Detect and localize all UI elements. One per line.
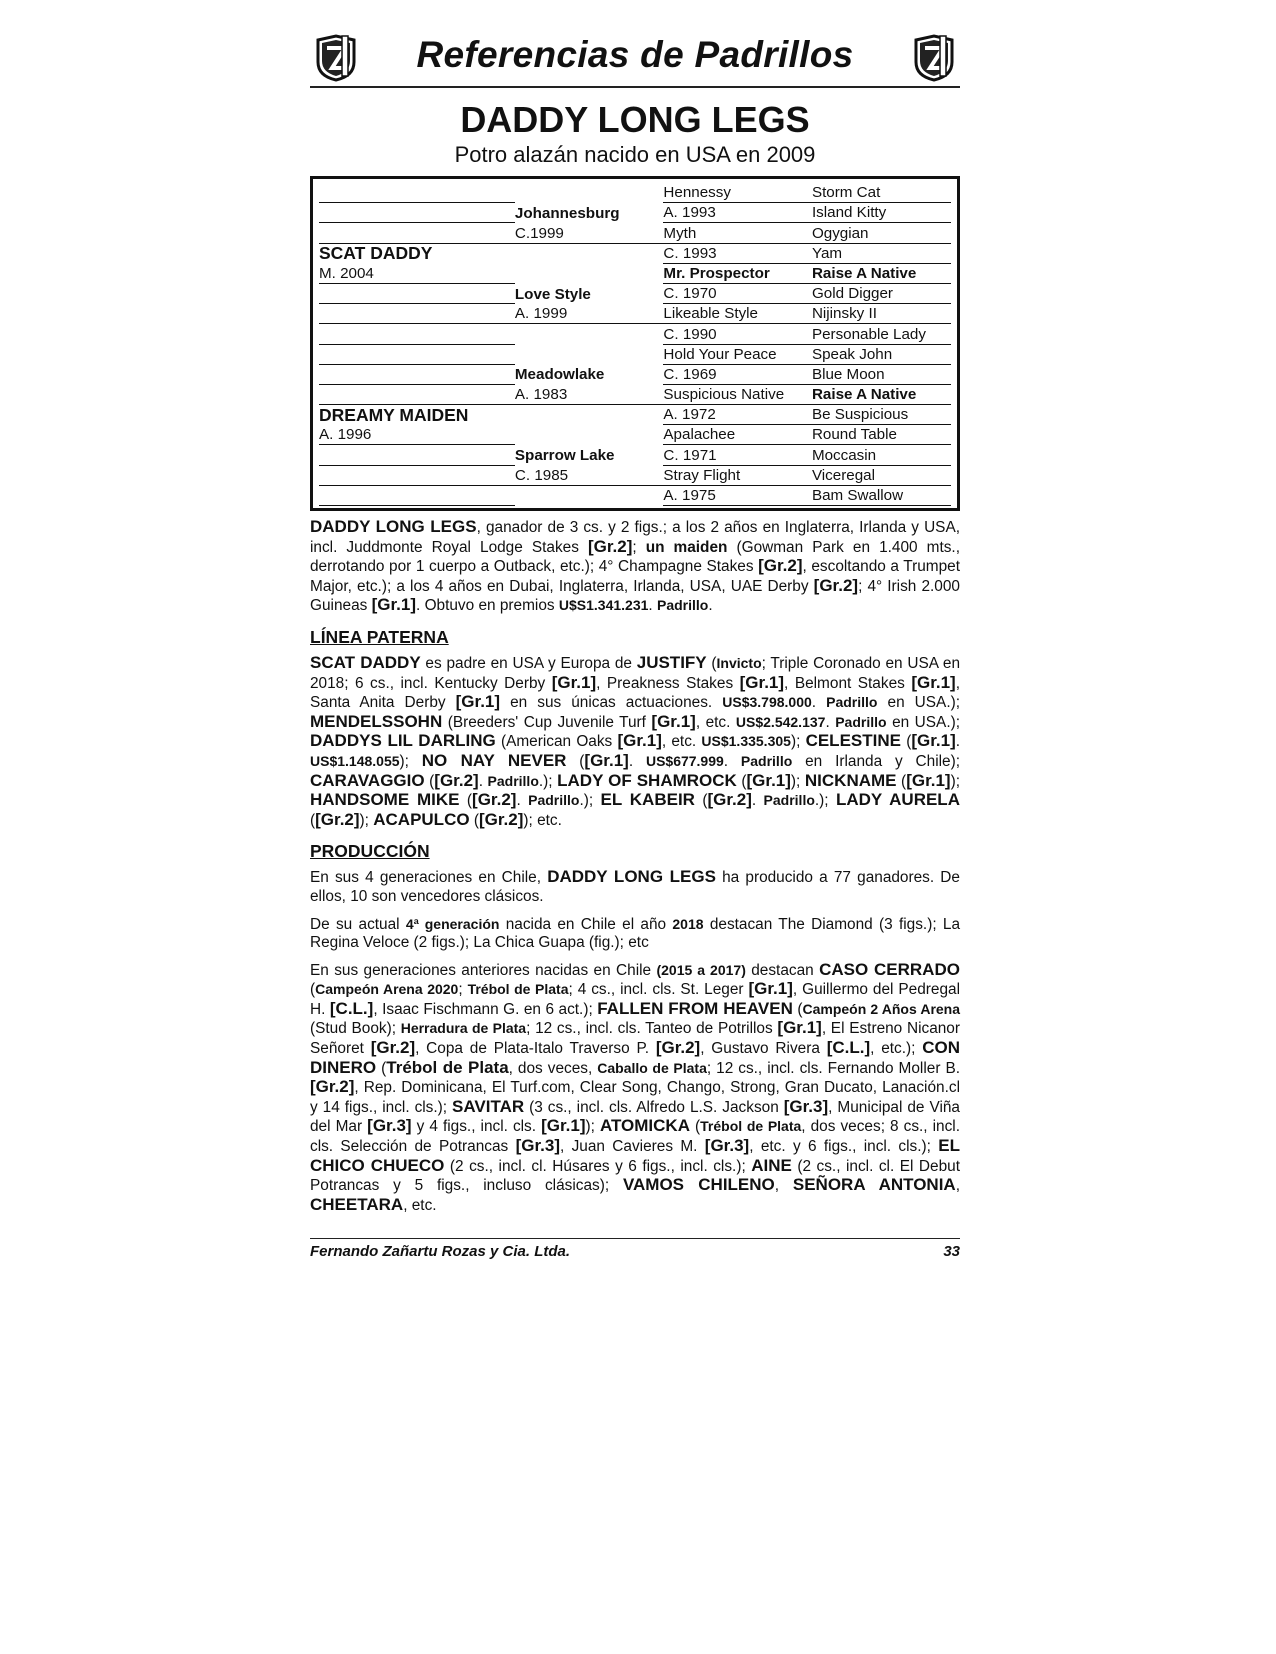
pedigree-cell — [319, 283, 515, 303]
pedigree-cell: C. 1985 — [515, 465, 664, 485]
pedigree-cell — [515, 344, 664, 364]
grade-text: [Gr.1] — [617, 731, 662, 751]
pedigree-cell: C. 1990 — [663, 324, 812, 344]
horse-name-text: DADDY LONG LEGS — [310, 517, 477, 536]
text: , Santa Anita Derby — [310, 674, 960, 712]
pedigree-cell — [515, 425, 664, 445]
pedigree-cell: SCAT DADDY — [319, 243, 433, 264]
pedigree-cell — [319, 223, 515, 243]
text: ); — [399, 752, 422, 770]
grade-text: [C.L.] — [329, 998, 374, 1018]
pedigree-cell: Likeable Style — [663, 304, 812, 324]
grade-text: [Gr.2] — [813, 575, 859, 595]
produccion-paragraph-3 — [310, 961, 960, 1216]
grade-text: [Gr.1] — [911, 672, 956, 692]
pedigree-cell — [319, 364, 515, 384]
bold-text: Campeón Arena 2020 — [315, 981, 459, 998]
text: ); — [950, 772, 960, 790]
horse-name-text: SEÑORA ANTONIA — [792, 1175, 956, 1195]
text: ); — [585, 1118, 600, 1136]
pedigree-cell — [515, 324, 664, 344]
text: . — [955, 733, 961, 751]
bold-text: Padrillo — [835, 713, 887, 730]
earnings-text: US$3.798.000 — [722, 694, 812, 711]
pedigree-cell — [319, 203, 515, 223]
pedigree-cell — [515, 183, 664, 203]
text: . — [708, 597, 713, 615]
text: De su actual — [310, 915, 406, 933]
horse-name-text: DADDY LONG LEGS — [547, 867, 716, 887]
bold-text: Trébol de Plata — [467, 981, 569, 998]
text: , etc. — [661, 733, 702, 751]
pedigree-cell: A. 1975 — [663, 485, 812, 505]
text: , El Estreno Nicanor Señoret — [310, 1020, 960, 1058]
bold-text: Herradura de Plata — [400, 1020, 527, 1037]
pedigree-cell: Johannesburg — [514, 204, 620, 222]
text: , etc.); — [870, 1040, 923, 1058]
text: , Guillermo del Pedregal H. — [310, 981, 960, 1018]
text: ; 12 cs., incl. cls. Fernando Moller B. — [706, 1059, 961, 1077]
text: , etc. — [403, 1196, 437, 1214]
text: destacan — [745, 961, 820, 979]
horse-name-text: CARAVAGGIO — [310, 770, 425, 790]
pedigree-cell: Gold Digger — [812, 283, 951, 303]
pedigree-row — [319, 304, 951, 324]
horse-name-text: CASO CERRADO — [819, 959, 960, 979]
bold-text: (2015 a 2017) — [656, 961, 746, 978]
bold-text: Trébol de Plata — [700, 1118, 802, 1135]
pedigree-cell: Blue Moon — [812, 364, 951, 384]
pedigree-cell: Raise A Native — [812, 384, 951, 404]
horse-name-text: VAMOS CHILENO — [622, 1175, 775, 1195]
text: (Stud Book); — [310, 1020, 401, 1038]
horse-name-text: HANDSOME MIKE — [310, 790, 460, 810]
text: . — [516, 792, 529, 810]
page — [310, 30, 960, 1215]
pedigree-cell: A. 1983 — [515, 384, 664, 404]
bold-text: Padrillo — [826, 694, 878, 711]
grade-text: [Gr.2] — [478, 809, 524, 829]
text: ( — [896, 772, 907, 790]
text: ( — [310, 811, 316, 829]
text: destacan The Diamond (3 figs.); La Regina Veloce (2 figs.); La Chica Guapa (fig.); etc — [310, 915, 961, 952]
pedigree-row — [319, 324, 951, 344]
text: ; 4 cs., incl. cls. St. Leger — [568, 981, 749, 999]
grade-text: [Gr.1] — [748, 979, 793, 999]
bold-text: Padrillo — [740, 752, 793, 769]
text: (Gowman Park en 1.400 mts., derrotando por 1 cuerpo a Outback, etc.); 4° Champagne Stakes — [310, 538, 960, 576]
text: ( — [689, 1118, 701, 1136]
text: ( — [310, 981, 316, 999]
section-heading-produccion: PRODUCCIÓN — [310, 841, 430, 862]
text: (2 cs., incl. cl. Húsares y 6 figs., incl. cls.); — [444, 1157, 752, 1175]
pedigree-cell: Hennessy — [663, 183, 812, 203]
text: , dos veces, — [508, 1059, 598, 1077]
bold-text: Campeón 2 Años Arena — [802, 1000, 961, 1017]
pedigree-cell: A. 1993 — [663, 203, 812, 223]
text: , etc. y 6 figs., incl. cls.); — [749, 1138, 939, 1156]
pedigree-row — [319, 384, 951, 404]
grade-text: [Gr.1] — [911, 731, 956, 751]
pedigree-cell: Viceregal — [812, 465, 951, 485]
pedigree-cell: C. 1971 — [663, 445, 812, 465]
text: (2 cs., incl. cl. El Debut Potrancas y 5 figs., incluso clásicas); — [310, 1157, 960, 1195]
page-header — [310, 30, 960, 88]
text: ( — [459, 792, 473, 810]
page-number: 33 — [943, 1243, 960, 1260]
text: , Municipal de Viña del Mar — [310, 1098, 960, 1136]
pedigree-cell: A. 1999 — [515, 304, 664, 324]
pedigree-cell: Sparrow Lake — [514, 447, 615, 465]
pedigree-cell: Nijinsky II — [812, 304, 951, 324]
text: ); etc. — [523, 811, 562, 829]
grade-text: [Gr.1] — [541, 1116, 586, 1136]
text: , Juan Cavieres M. — [559, 1138, 705, 1156]
grade-text: [Gr.1] — [651, 711, 696, 731]
pedigree-cell — [319, 324, 515, 344]
pedigree-cell — [515, 243, 664, 263]
horse-name-text: JUSTIFY — [636, 652, 707, 672]
pedigree-cell — [319, 485, 515, 505]
pedigree-cell: Myth — [663, 223, 812, 243]
grade-text: [Gr.2] — [370, 1038, 416, 1058]
bold-text: 4ª generación — [405, 915, 500, 932]
bold-text: Invicto — [716, 654, 762, 671]
text: (3 cs., incl. cls. Alfredo L.S. Jackson — [524, 1098, 784, 1116]
earnings-text: US$1.148.055 — [310, 752, 400, 769]
text: . — [628, 752, 646, 770]
pedigree-cell: Stray Flight — [663, 465, 812, 485]
text: . — [811, 694, 827, 712]
text: ( — [469, 811, 479, 829]
grade-text: [Gr.1] — [739, 672, 785, 692]
text: ( — [706, 654, 717, 672]
grade-text: [Gr.1] — [584, 750, 629, 770]
horse-name-text: DADDYS LIL DARLING — [310, 731, 496, 751]
text: En sus 4 generaciones en Chile, — [310, 869, 548, 887]
horse-subtitle: Potro alazán nacido en USA en 2009 — [454, 142, 816, 167]
bold-text: Padrillo — [656, 597, 709, 614]
pedigree-row — [319, 344, 951, 364]
text: , etc. — [695, 713, 736, 731]
text: ); — [790, 772, 805, 790]
pedigree-cell — [319, 183, 515, 203]
pedigree-cell: Moccasin — [812, 445, 951, 465]
bold-text: Caballo de Plata — [597, 1059, 707, 1076]
pedigree-cell — [319, 384, 515, 404]
pedigree-cell: C. 1993 — [663, 243, 812, 263]
produccion-paragraph-2 — [310, 915, 960, 953]
pedigree-cell: DREAMY MAIDEN — [319, 404, 469, 425]
pedigree-cell: Suspicious Native — [663, 384, 812, 404]
horse-name-text: MENDELSSOHN — [310, 711, 443, 731]
horse-name-text: ATOMICKA — [599, 1116, 690, 1136]
grade-text: [Gr.1] — [551, 672, 597, 692]
pedigree-cell: A. 1996 — [319, 425, 515, 445]
text: . — [825, 713, 836, 731]
horse-name-text: EL CHICO CHUECO — [310, 1136, 960, 1175]
grade-text: [Gr.2] — [315, 809, 360, 829]
text: , Belmont Stakes — [784, 674, 912, 692]
earnings-text: US$677.999 — [645, 752, 724, 769]
horse-name-text: SAVITAR — [452, 1096, 525, 1116]
text: ( — [566, 752, 585, 770]
text: en USA.); — [877, 694, 960, 712]
pedigree-cell: Yam — [812, 243, 951, 263]
grade-text: [Gr.3] — [783, 1096, 829, 1116]
text: , ganador de 3 cs. y 2 figs.; a los 2 años en Inglaterra, Irlanda y USA, incl. Juddmonte Royal Lodge Stakes — [310, 519, 960, 556]
pedigree-cell: Apalachee — [663, 425, 812, 445]
pedigree-cell: Be Suspicious — [812, 405, 951, 425]
produccion-paragraph-1 — [310, 868, 960, 906]
horse-name-text: CON DINERO — [310, 1038, 960, 1077]
grade-text: [Gr.1] — [906, 770, 951, 790]
pedigree-cell: Raise A Native — [812, 263, 951, 283]
pedigree-row — [319, 405, 951, 425]
text: ; — [458, 981, 468, 999]
bold-text: un maiden — [645, 538, 728, 556]
text: ( — [792, 1000, 803, 1018]
horse-name-text: AINE — [751, 1155, 792, 1175]
pedigree-row — [319, 465, 951, 485]
text: .); — [814, 792, 836, 810]
grade-text: [C.L.] — [826, 1038, 871, 1058]
text: , dos veces; 8 cs., incl. cls. Selección de Potrancas — [310, 1118, 960, 1156]
header-title: Referencias de Padrillos — [416, 34, 854, 75]
pedigree-cell: Love Style — [514, 285, 591, 303]
bold-text: Padrillo — [528, 792, 580, 809]
horse-name-text: NICKNAME — [804, 770, 897, 790]
pedigree-row — [319, 243, 951, 263]
earnings-text: US$1.335.305 — [701, 733, 791, 750]
grade-text: [Gr.2] — [587, 536, 633, 556]
pedigree-row — [319, 263, 951, 283]
grade-text: [Gr.2] — [434, 770, 479, 790]
grade-text: [Gr.3] — [515, 1136, 560, 1156]
text: , Gustavo Rivera — [700, 1040, 827, 1058]
pedigree-cell: Speak John — [812, 344, 951, 364]
grade-text: [Gr.1] — [746, 770, 791, 790]
bold-text: Trébol de Plata — [386, 1057, 509, 1077]
grade-text: [Gr.2] — [758, 556, 803, 576]
text: , Isaac Fischmann G. en 6 act.); — [373, 1000, 598, 1018]
text: . — [648, 597, 657, 615]
text: .); — [538, 772, 558, 790]
text: , Preakness Stakes — [596, 674, 740, 692]
text: ); — [359, 811, 374, 829]
text: , — [774, 1177, 793, 1195]
horse-name-text: NO NAY NEVER — [421, 750, 567, 770]
pedigree-cell: Island Kitty — [812, 203, 951, 223]
text: ha producido a 77 ganadores. De ellos, 10 son vencedores clásicos. — [310, 869, 960, 905]
text: ); — [790, 733, 806, 751]
grade-text: [Gr.1] — [455, 692, 501, 712]
text: ( — [694, 792, 708, 810]
pedigree-cell — [319, 304, 515, 324]
intro-paragraph — [310, 518, 960, 616]
grade-text: [Gr.2] — [707, 790, 752, 810]
text: en USA.); — [886, 713, 961, 731]
zr-logo-icon — [912, 34, 956, 82]
grade-text: [Gr.1] — [777, 1018, 822, 1038]
pedigree-cell: Round Table — [812, 425, 951, 445]
pedigree-row — [319, 283, 951, 303]
pedigree-row — [319, 425, 951, 445]
pedigree-cell — [515, 485, 664, 505]
pedigree-row — [319, 364, 951, 384]
linea-paragraph — [310, 654, 960, 830]
pedigree-row — [319, 445, 951, 465]
pedigree-cell: Hold Your Peace — [663, 344, 812, 364]
text: .); — [579, 792, 601, 810]
text: , Rep. Dominicana, El Turf.com, Clear Song, Chango, Strong, Gran Ducato, Lanación.cl y 14 figs., incl. cls.); — [310, 1079, 960, 1116]
section-heading-linea: LÍNEA PATERNA — [310, 626, 449, 647]
grade-text: [Gr.2] — [472, 790, 517, 810]
pedigree-cell — [515, 405, 664, 425]
footer-company: Fernando Zañartu Rozas y Cia. Ltda. — [310, 1243, 571, 1260]
text: En sus generaciones anteriores nacidas en Chile — [310, 961, 657, 979]
horse-name: DADDY LONG LEGS — [460, 99, 810, 140]
grade-text: [Gr.1] — [371, 595, 417, 615]
text: y 4 figs., incl. cls. — [411, 1118, 542, 1136]
text: ; 12 cs., incl. cls. Tanteo de Potrillos — [526, 1020, 778, 1038]
text: (Breeders' Cup Juvenile Turf — [442, 713, 652, 731]
text: ( — [900, 733, 912, 751]
text: ; Triple Coronado en USA en 2018; 6 cs., incl. Kentucky Derby — [310, 654, 960, 692]
earnings-text: US$2.542.137 — [735, 713, 826, 730]
pedigree-row — [319, 223, 951, 243]
earnings-text: U$S1.341.231 — [558, 597, 649, 614]
pedigree-cell: C.1999 — [515, 223, 664, 243]
text: es padre en USA y Europa de — [420, 654, 637, 672]
grade-text: [Gr.2] — [655, 1038, 701, 1058]
text: , — [955, 1177, 960, 1195]
text: . — [478, 772, 488, 790]
horse-name-text: ACAPULCO — [373, 809, 470, 829]
grade-text: [Gr.3] — [367, 1116, 412, 1136]
text: nacida en Chile el año — [499, 915, 673, 933]
pedigree-cell: A. 1972 — [663, 405, 812, 425]
pedigree-cell: M. 2004 — [319, 263, 515, 283]
pedigree-table — [310, 176, 960, 511]
pedigree-cell: Bam Swallow — [812, 485, 951, 505]
text: ( — [736, 772, 747, 790]
pedigree-cell: Personable Lady — [812, 324, 951, 344]
text: . — [751, 792, 764, 810]
pedigree-cell: C. 1969 — [663, 364, 812, 384]
text: en sus únicas actuaciones. — [500, 694, 723, 712]
pedigree-cell: Meadowlake — [514, 366, 605, 384]
horse-name-text: CELESTINE — [805, 731, 901, 751]
horse-name-text: LADY AURELA — [835, 790, 960, 810]
text: (American Oaks — [495, 733, 618, 751]
pedigree-row — [319, 485, 951, 505]
horse-name-text: SCAT DADDY — [310, 652, 421, 672]
bold-text: 2018 — [672, 915, 704, 932]
grade-text: [Gr.2] — [310, 1077, 355, 1097]
text: ( — [424, 772, 435, 790]
page-footer — [310, 1238, 960, 1260]
horse-name-text: FALLEN FROM HEAVEN — [597, 998, 793, 1018]
text: en Irlanda y Chile); — [792, 752, 960, 770]
horse-name-text: LADY OF SHAMROCK — [557, 770, 737, 790]
pedigree-row — [319, 203, 951, 223]
horse-name-text: CHEETARA — [310, 1194, 404, 1214]
text: , Copa de Plata-Italo Traverso P. — [415, 1040, 656, 1058]
text: ; — [632, 538, 646, 556]
text: ( — [376, 1059, 387, 1077]
text: . — [723, 752, 741, 770]
bold-text: Padrillo — [763, 792, 815, 809]
pedigree-cell — [515, 263, 664, 283]
grade-text: [Gr.3] — [704, 1136, 750, 1156]
text: , escoltando a Trumpet Major, etc.); a los 4 años en Dubai, Inglaterra, Irlanda, USA, UAE Derby — [310, 558, 960, 595]
text: ; 4° Irish 2.000 Guineas — [310, 577, 960, 615]
pedigree-cell — [319, 465, 515, 485]
bold-text: Padrillo — [487, 772, 539, 789]
pedigree-row — [319, 183, 951, 203]
horse-name-text: EL KABEIR — [600, 790, 695, 810]
pedigree-cell: Storm Cat — [812, 183, 951, 203]
pedigree-cell — [319, 344, 515, 364]
pedigree-cell: C. 1970 — [663, 283, 812, 303]
pedigree-cell: Ogygian — [812, 223, 951, 243]
pedigree-cell — [319, 445, 515, 465]
text: . Obtuvo en premios — [416, 597, 559, 615]
pedigree-cell: Mr. Prospector — [663, 263, 812, 283]
